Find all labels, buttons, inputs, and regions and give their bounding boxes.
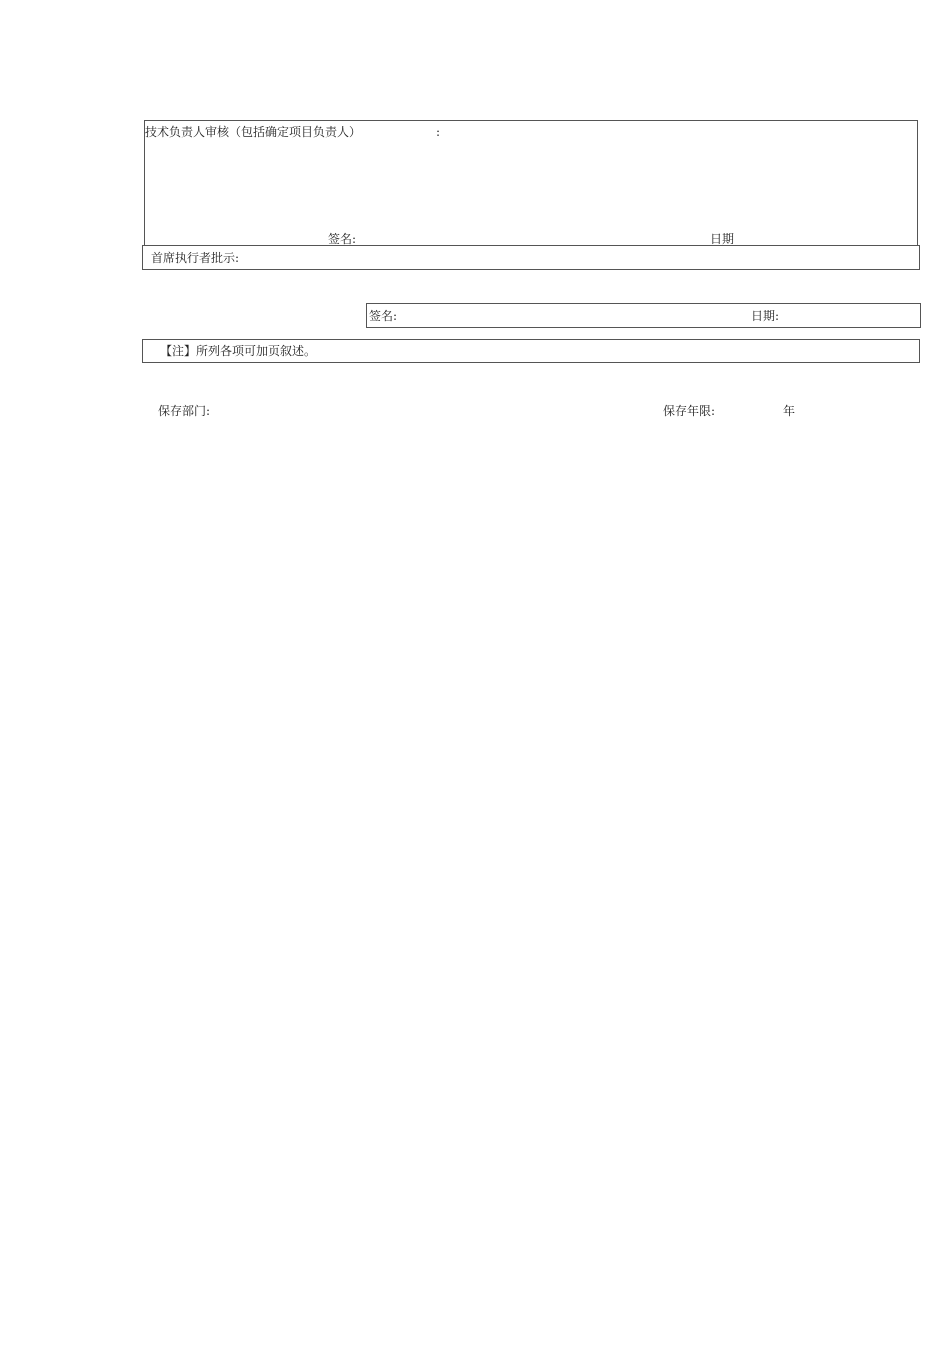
ceo-signature-row	[366, 303, 921, 328]
tech-review-label: 技术负责人审核（包括确定项目负责人）	[145, 125, 362, 139]
note-text: 【注】所列各项可加页叙述。	[160, 344, 317, 358]
tech-review-sign-label: 签名:	[328, 232, 357, 246]
retention-period-label: 保存年限:	[663, 404, 716, 418]
storage-department-label: 保存部门:	[158, 404, 211, 418]
ceo-date-label: 日期:	[751, 309, 780, 323]
tech-review-colon: :	[436, 125, 441, 139]
retention-year-unit: 年	[783, 404, 796, 418]
ceo-sign-label: 签名:	[369, 309, 398, 323]
ceo-approval-section	[142, 245, 920, 270]
tech-review-date-label: 日期	[710, 232, 735, 246]
ceo-approval-label: 首席执行者批示:	[151, 251, 240, 265]
